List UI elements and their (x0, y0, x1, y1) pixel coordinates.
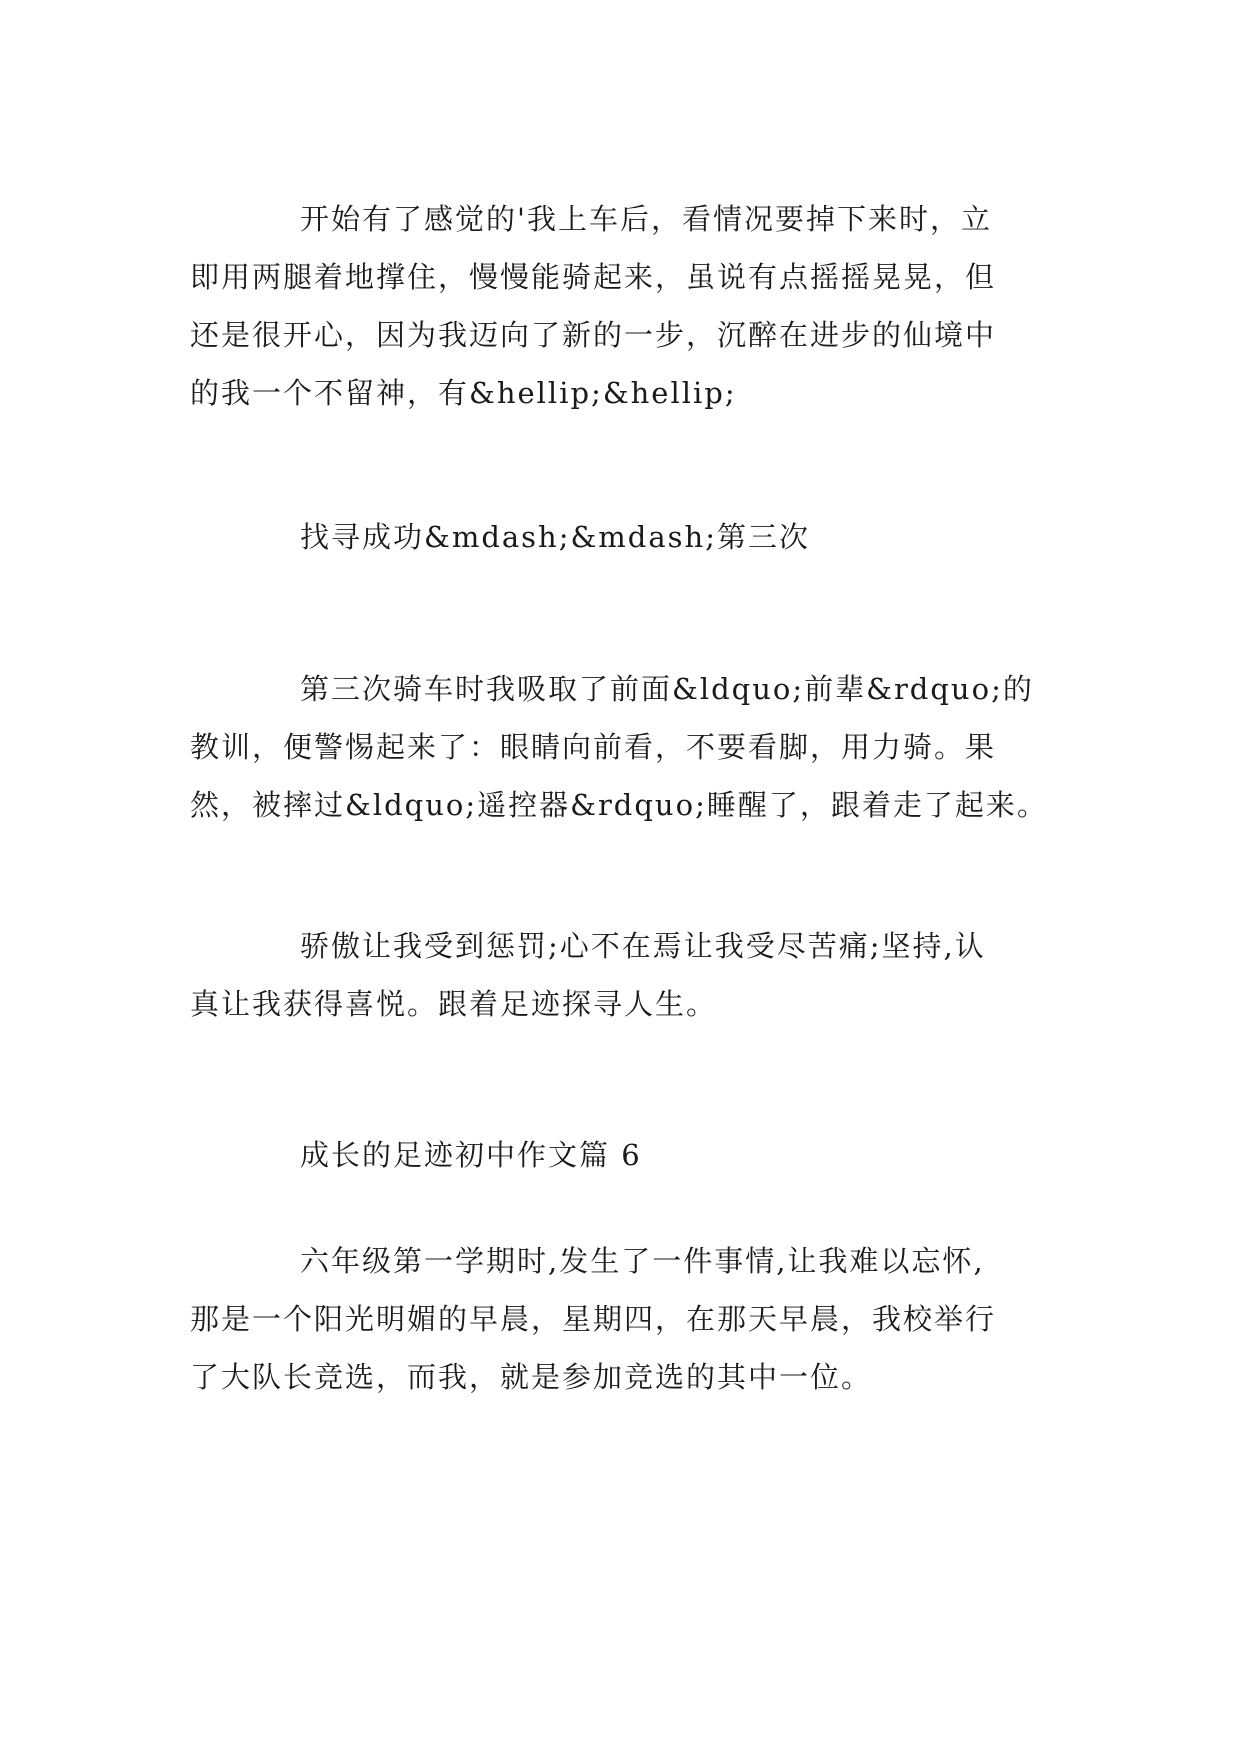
paragraph-line: 教训，便警惕起来了：眼睛向前看，不要看脚，用力骑。果 (190, 730, 997, 764)
paragraph-4 (190, 1232, 1070, 1406)
paragraph-3 (190, 917, 1070, 1033)
paragraph-line: 六年级第一学期时,发生了一件事情,让我难以忘怀, (300, 1244, 985, 1278)
paragraph-line: 了大队长竞选，而我，就是参加竞选的其中一位。 (190, 1360, 873, 1394)
paragraph-line: 然，被摔过&ldquo;遥控器&rdquo;睡醒了，跟着走了起来。 (190, 788, 1048, 822)
paragraph-line: 的我一个不留神，有&hellip;&hellip; (190, 376, 737, 410)
paragraph-line: 骄傲让我受到惩罚;心不在焉让我受尽苦痛;坚持,认 (300, 929, 986, 963)
section-heading-third-attempt: 找寻成功&mdash;&mdash;第三次 (300, 520, 810, 554)
paragraph-line: 第三次骑车时我吸取了前面&ldquo;前辈&rdquo;的 (300, 672, 1034, 706)
paragraph-line: 真让我获得喜悦。跟着足迹探寻人生。 (190, 987, 718, 1021)
paragraph-line: 那是一个阳光明媚的早晨，星期四，在那天早晨，我校举行 (190, 1302, 997, 1336)
paragraph-1 (190, 190, 1070, 422)
essay-title-6: 成长的足迹初中作文篇 6 (300, 1138, 642, 1172)
paragraph-2 (190, 660, 1070, 834)
paragraph-line: 还是很开心，因为我迈向了新的一步，沉醉在进步的仙境中 (190, 318, 997, 352)
paragraph-line: 即用两腿着地撑住，慢慢能骑起来，虽说有点摇摇晃晃，但 (190, 260, 997, 294)
paragraph-line: 开始有了感觉的'我上车后，看情况要掉下来时，立 (300, 202, 992, 236)
